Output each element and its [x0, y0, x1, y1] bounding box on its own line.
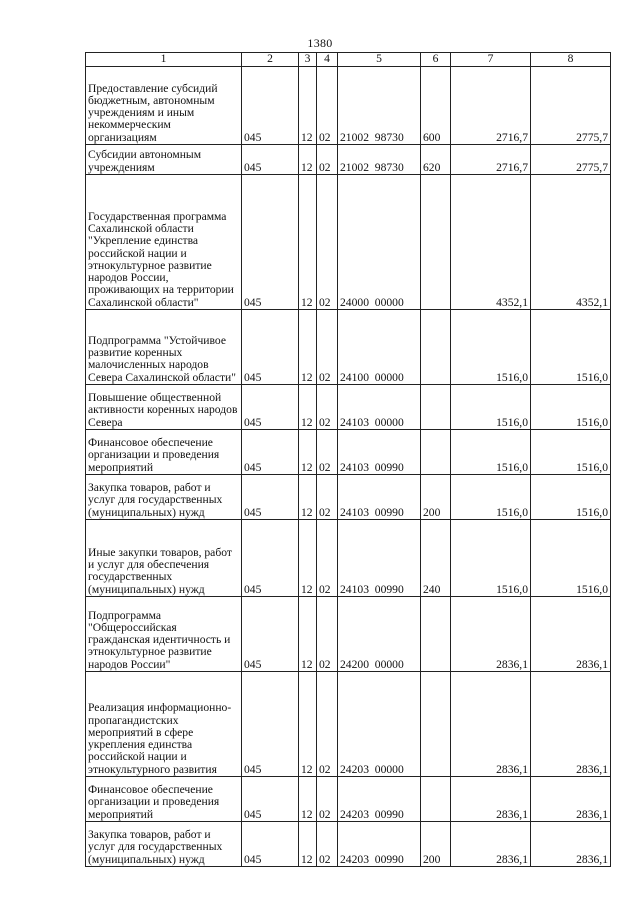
amount-col8: 2836,1	[531, 597, 611, 672]
target-article-code: 24200 00000	[338, 597, 421, 672]
column-header: 5	[338, 53, 421, 67]
target-article-code: 24203 00990	[338, 822, 421, 867]
amount-col7: 1516,0	[451, 475, 531, 520]
table-row	[86, 475, 611, 520]
table-row	[86, 145, 611, 175]
amount-col8: 1516,0	[531, 475, 611, 520]
admin-code: 045	[242, 175, 299, 310]
admin-code: 045	[242, 385, 299, 430]
target-article-code: 24103 00990	[338, 430, 421, 475]
expense-type-code	[421, 175, 451, 310]
section-code: 12	[299, 310, 317, 385]
amount-col7: 2836,1	[451, 777, 531, 822]
amount-col8: 1516,0	[531, 520, 611, 597]
column-header: 2	[242, 53, 299, 67]
subsection-code: 02	[317, 475, 338, 520]
column-header: 8	[531, 53, 611, 67]
subsection-code: 02	[317, 385, 338, 430]
target-article-code: 24100 00000	[338, 310, 421, 385]
amount-col8: 1516,0	[531, 310, 611, 385]
row-name: Подпрограмма "Общероссийская гражданская идентичность и этнокультурное развитие народов России"	[86, 597, 242, 672]
subsection-code: 02	[317, 145, 338, 175]
section-code: 12	[299, 385, 317, 430]
admin-code: 045	[242, 672, 299, 777]
row-name: Реализация информационно-пропагандистских мероприятий в сфере укрепления единства российской нации и этнокультурного развития	[86, 672, 242, 777]
amount-col8: 1516,0	[531, 430, 611, 475]
column-header: 6	[421, 53, 451, 67]
column-header: 3	[299, 53, 317, 67]
table-row	[86, 597, 611, 672]
expense-type-code	[421, 597, 451, 672]
expense-type-code: 600	[421, 67, 451, 145]
section-code: 12	[299, 67, 317, 145]
amount-col7: 2716,7	[451, 67, 531, 145]
amount-col7: 1516,0	[451, 430, 531, 475]
budget-table	[85, 52, 611, 867]
subsection-code: 02	[317, 597, 338, 672]
amount-col7: 2716,7	[451, 145, 531, 175]
admin-code: 045	[242, 597, 299, 672]
subsection-code: 02	[317, 672, 338, 777]
target-article-code: 21002 98730	[338, 145, 421, 175]
subsection-code: 02	[317, 67, 338, 145]
row-name: Финансовое обеспечение организации и проведения мероприятий	[86, 777, 242, 822]
header-row	[86, 53, 611, 67]
row-name: Субсидии автономным учреждениям	[86, 145, 242, 175]
table-row	[86, 672, 611, 777]
expense-type-code	[421, 672, 451, 777]
amount-col8: 1516,0	[531, 385, 611, 430]
admin-code: 045	[242, 67, 299, 145]
amount-col7: 1516,0	[451, 520, 531, 597]
admin-code: 045	[242, 475, 299, 520]
table-row	[86, 430, 611, 475]
column-header: 1	[86, 53, 242, 67]
section-code: 12	[299, 430, 317, 475]
column-header: 7	[451, 53, 531, 67]
expense-type-code	[421, 385, 451, 430]
table-row	[86, 822, 611, 867]
section-code: 12	[299, 520, 317, 597]
table-row	[86, 67, 611, 145]
target-article-code: 24203 00000	[338, 672, 421, 777]
admin-code: 045	[242, 310, 299, 385]
admin-code: 045	[242, 145, 299, 175]
amount-col8: 2775,7	[531, 145, 611, 175]
subsection-code: 02	[317, 310, 338, 385]
row-name: Государственная программа Сахалинской области "Укрепление единства российской нации и этнокультурное развитие народов России, проживающих на территории Сахалинской области"	[86, 175, 242, 310]
expense-type-code: 620	[421, 145, 451, 175]
table-row	[86, 520, 611, 597]
section-code: 12	[299, 777, 317, 822]
amount-col7: 2836,1	[451, 822, 531, 867]
amount-col8: 4352,1	[531, 175, 611, 310]
amount-col8: 2775,7	[531, 67, 611, 145]
section-code: 12	[299, 175, 317, 310]
expense-type-code	[421, 777, 451, 822]
section-code: 12	[299, 672, 317, 777]
subsection-code: 02	[317, 822, 338, 867]
admin-code: 045	[242, 430, 299, 475]
table-row	[86, 385, 611, 430]
target-article-code: 24103 00990	[338, 475, 421, 520]
target-article-code: 24203 00990	[338, 777, 421, 822]
table-row	[86, 310, 611, 385]
subsection-code: 02	[317, 520, 338, 597]
target-article-code: 24103 00990	[338, 520, 421, 597]
amount-col7: 2836,1	[451, 597, 531, 672]
row-name: Повышение общественной активности коренных народов Севера	[86, 385, 242, 430]
table-row	[86, 777, 611, 822]
amount-col8: 2836,1	[531, 822, 611, 867]
row-name: Иные закупки товаров, работ и услуг для обеспечения государственных (муниципальных) нужд	[86, 520, 242, 597]
page-number: 1380	[307, 36, 333, 50]
section-code: 12	[299, 822, 317, 867]
amount-col7: 1516,0	[451, 385, 531, 430]
row-name: Закупка товаров, работ и услуг для государственных (муниципальных) нужд	[86, 822, 242, 867]
section-code: 12	[299, 145, 317, 175]
amount-col8: 2836,1	[531, 777, 611, 822]
target-article-code: 24103 00000	[338, 385, 421, 430]
expense-type-code	[421, 310, 451, 385]
admin-code: 045	[242, 777, 299, 822]
expense-type-code: 200	[421, 475, 451, 520]
subsection-code: 02	[317, 430, 338, 475]
expense-type-code: 200	[421, 822, 451, 867]
row-name: Подпрограмма "Устойчивое развитие коренных малочисленных народов Севера Сахалинской области"	[86, 310, 242, 385]
row-name: Финансовое обеспечение организации и проведения мероприятий	[86, 430, 242, 475]
amount-col7: 4352,1	[451, 175, 531, 310]
column-header: 4	[317, 53, 338, 67]
admin-code: 045	[242, 520, 299, 597]
amount-col8: 2836,1	[531, 672, 611, 777]
section-code: 12	[299, 597, 317, 672]
subsection-code: 02	[317, 175, 338, 310]
table-row	[86, 175, 611, 310]
target-article-code: 21002 98730	[338, 67, 421, 145]
section-code: 12	[299, 475, 317, 520]
subsection-code: 02	[317, 777, 338, 822]
target-article-code: 24000 00000	[338, 175, 421, 310]
expense-type-code: 240	[421, 520, 451, 597]
amount-col7: 1516,0	[451, 310, 531, 385]
row-name: Предоставление субсидий бюджетным, автономным учреждениям и иным некоммерческим организациям	[86, 67, 242, 145]
expense-type-code	[421, 430, 451, 475]
amount-col7: 2836,1	[451, 672, 531, 777]
admin-code: 045	[242, 822, 299, 867]
row-name: Закупка товаров, работ и услуг для государственных (муниципальных) нужд	[86, 475, 242, 520]
